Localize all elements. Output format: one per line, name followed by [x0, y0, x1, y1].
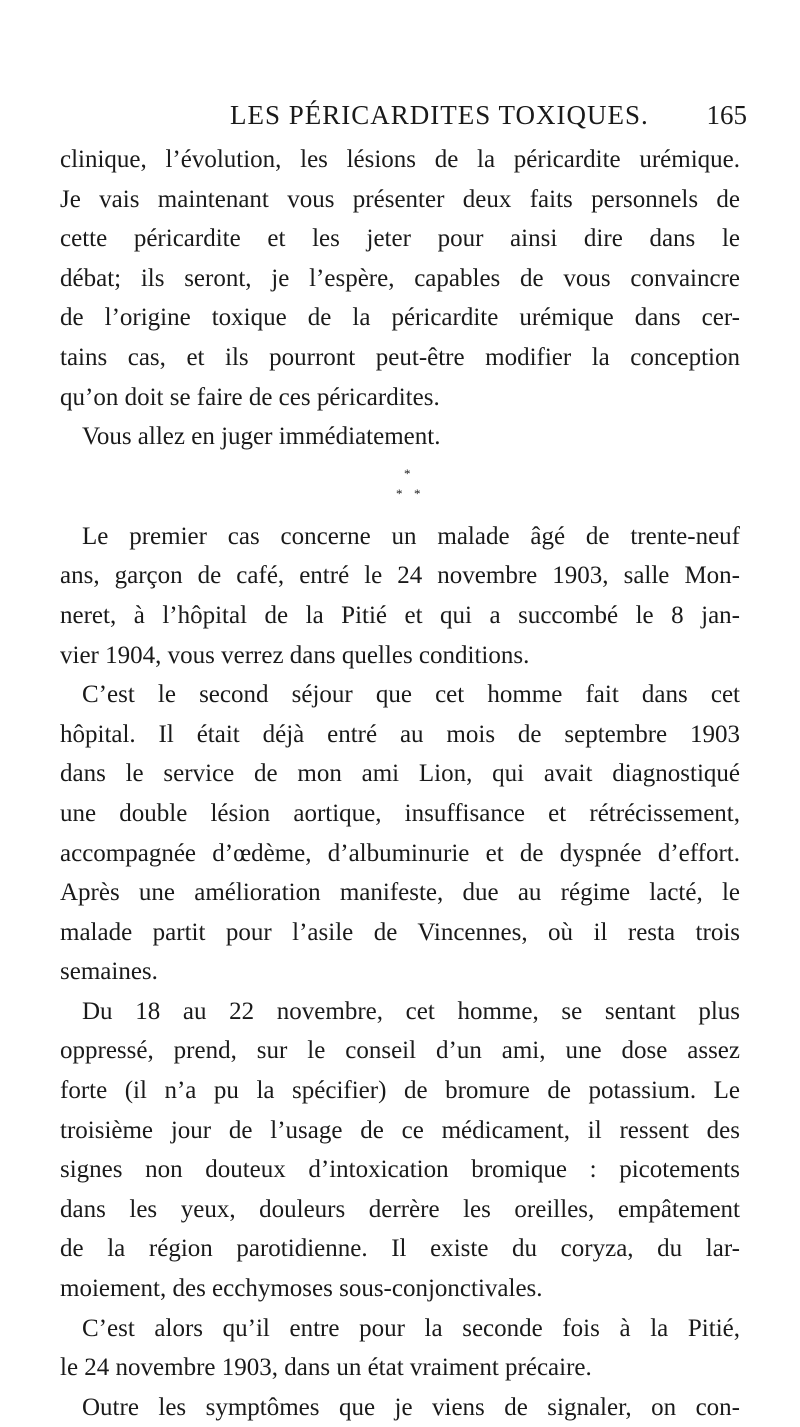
asterism-separator: [60, 457, 740, 517]
text-line: moiement, des ecchymoses sous-conjonctivales.: [60, 1275, 543, 1303]
page-number: 165: [706, 100, 747, 130]
text-line: une double lésion aortique, insuffisance et rétrécissement,: [60, 799, 740, 827]
text-line: Du 18 au 22 novembre, cet homme, se sentant plus: [82, 997, 740, 1025]
text-line: semaines.: [60, 958, 158, 986]
text-line: troisième jour de l’usage de ce médicament, il ressent des: [60, 1116, 740, 1144]
asterism-star: *: [414, 485, 421, 501]
text-line: oppressé, prend, sur le conseil d’un ami, une dose assez: [60, 1037, 740, 1065]
text-line: ans, garçon de café, entré le 24 novembre 1903, salle Mon-: [60, 562, 740, 590]
text-line: débat; ils seront, je l’espère, capables de vous convaincre: [60, 264, 740, 292]
text-line: de l’origine toxique de la péricardite urémique dans cer-: [60, 304, 740, 332]
text-line: Après une amélioration manifeste, due au régime lacté, le: [60, 879, 740, 907]
text-line: qu’on doit se faire de ces péricardites.: [60, 383, 440, 411]
text-line: dans les yeux, douleurs derrère les oreilles, empâtement: [60, 1195, 740, 1223]
text-line: accompagnée d’œdème, d’albuminurie et de dyspnée d’effort.: [60, 839, 740, 867]
running-head: [0, 100, 800, 136]
text-line: de la région parotidienne. Il existe du coryza, du lar-: [60, 1235, 740, 1263]
text-line: cette péricardite et les jeter pour ainsi dire dans le: [60, 225, 740, 253]
text-line: dans le service de mon ami Lion, qui avait diagnostiqué: [60, 760, 740, 788]
paragraph-2: [60, 517, 740, 1427]
running-title: LES PÉRICARDITES TOXIQUES.: [230, 100, 649, 130]
text-line: tains cas, et ils pourront peut-être modifier la conception: [60, 343, 740, 371]
body-text: [60, 140, 740, 1427]
text-line: malade partit pour l’asile de Vincennes, où il resta trois: [60, 918, 740, 946]
text-line: forte (il n’a pu la spécifier) de bromure de potassium. Le: [60, 1077, 740, 1105]
text-line: signes non douteux d’intoxication bromique : picotements: [60, 1156, 740, 1184]
text-line: neret, à l’hôpital de la Pitié et qui a succombé le 8 jan-: [60, 601, 740, 629]
asterism-star: *: [404, 465, 411, 481]
text-line: Le premier cas concerne un malade âgé de trente-neuf: [82, 522, 740, 550]
text-line: vier 1904, vous verrez dans quelles conditions.: [60, 641, 530, 669]
text-line: hôpital. Il était déjà entré au mois de septembre 1903: [60, 720, 740, 748]
text-line: le 24 novembre 1903, dans un état vraiment précaire.: [60, 1354, 592, 1382]
text-line: C’est alors qu’il entre pour la seconde fois à la Pitié,: [82, 1314, 740, 1342]
text-line: clinique, l’évolution, les lésions de la péricardite urémique.: [60, 146, 740, 173]
asterism-star: *: [396, 485, 403, 501]
text-line: Outre les symptômes que je viens de signaler, on con-: [82, 1393, 740, 1421]
paragraph-1: [60, 140, 740, 457]
text-line: Je vais maintenant vous présenter deux faits personnels de: [60, 185, 740, 213]
text-line: C’est le second séjour que cet homme fait dans cet: [82, 681, 740, 709]
text-line: Vous allez en juger immédiatement.: [82, 423, 441, 451]
